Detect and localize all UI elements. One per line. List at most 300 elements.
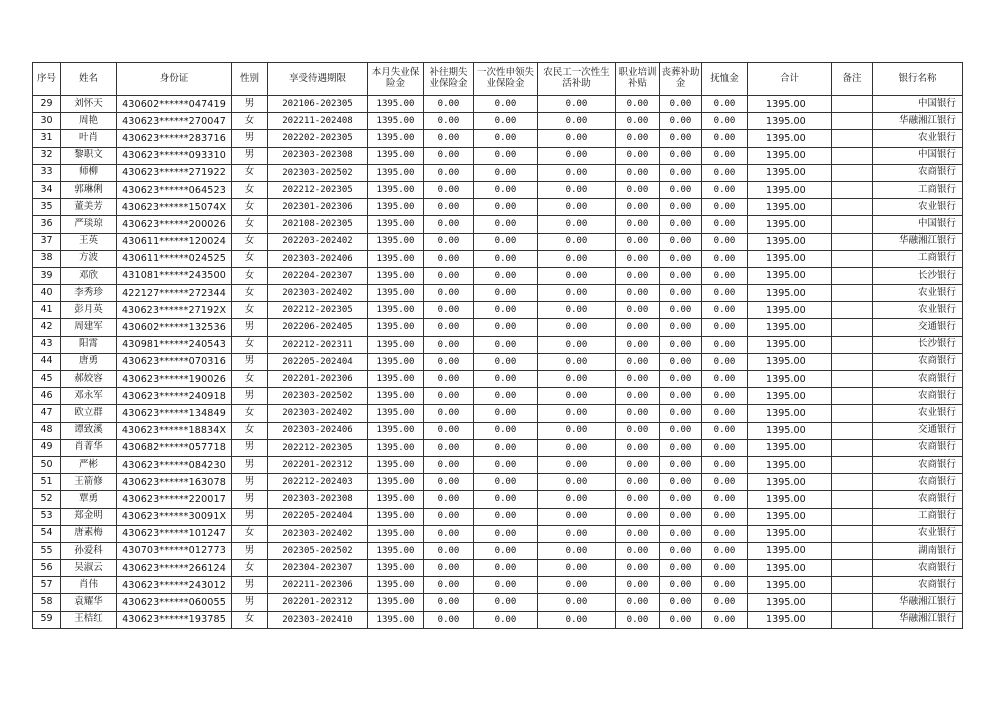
cell-funeral-aid: 0.00: [660, 422, 702, 439]
cell-sex: 男: [232, 491, 268, 508]
table-row: [33, 611, 963, 628]
cell-bank: 华融湘江银行: [873, 611, 963, 628]
cell-bank: 中国银行: [873, 96, 963, 113]
cell-note: [832, 560, 873, 577]
cell-name: 周建军: [61, 319, 117, 336]
cell-name: 叶肖: [61, 130, 117, 147]
cell-name: 严彬: [61, 456, 117, 473]
cell-training-subsidy: 0.00: [616, 422, 660, 439]
cell-period: 202303-202502: [268, 164, 368, 181]
table-row: [33, 336, 963, 353]
table-row: [33, 216, 963, 233]
cell-bank: 长沙银行: [873, 267, 963, 284]
cell-period: 202303-202502: [268, 388, 368, 405]
cell-no: 51: [33, 474, 61, 491]
cell-lump-ui: 0.00: [474, 491, 538, 508]
cell-lump-ui: 0.00: [474, 96, 538, 113]
header-pension: 抚恤金: [702, 63, 748, 96]
cell-migrant-aid: 0.00: [538, 525, 616, 542]
cell-bank: 农商银行: [873, 388, 963, 405]
cell-name: 严琰琼: [61, 216, 117, 233]
cell-sex: 男: [232, 439, 268, 456]
cell-pension: 0.00: [702, 577, 748, 594]
table-row: [33, 164, 963, 181]
cell-no: 41: [33, 302, 61, 319]
table-row: [33, 302, 963, 319]
cell-name: 刘怀天: [61, 96, 117, 113]
cell-bank: 交通银行: [873, 422, 963, 439]
cell-funeral-aid: 0.00: [660, 181, 702, 198]
cell-training-subsidy: 0.00: [616, 611, 660, 628]
cell-training-subsidy: 0.00: [616, 164, 660, 181]
cell-training-subsidy: 0.00: [616, 267, 660, 284]
cell-note: [832, 371, 873, 388]
cell-funeral-aid: 0.00: [660, 353, 702, 370]
cell-pension: 0.00: [702, 319, 748, 336]
cell-monthly-ui: 1395.00: [368, 267, 424, 284]
cell-migrant-aid: 0.00: [538, 233, 616, 250]
cell-name: 孙爱科: [61, 542, 117, 559]
cell-monthly-ui: 1395.00: [368, 439, 424, 456]
cell-note: [832, 233, 873, 250]
cell-training-subsidy: 0.00: [616, 302, 660, 319]
cell-total: 1395.00: [748, 371, 832, 388]
cell-no: 42: [33, 319, 61, 336]
cell-monthly-ui: 1395.00: [368, 474, 424, 491]
cell-note: [832, 319, 873, 336]
cell-back-ui: 0.00: [424, 542, 474, 559]
cell-sex: 男: [232, 388, 268, 405]
cell-migrant-aid: 0.00: [538, 474, 616, 491]
header-row: [33, 63, 963, 96]
cell-migrant-aid: 0.00: [538, 491, 616, 508]
cell-pension: 0.00: [702, 285, 748, 302]
cell-sex: 女: [232, 285, 268, 302]
cell-pension: 0.00: [702, 113, 748, 130]
cell-back-ui: 0.00: [424, 371, 474, 388]
cell-no: 56: [33, 560, 61, 577]
cell-lump-ui: 0.00: [474, 525, 538, 542]
cell-note: [832, 113, 873, 130]
cell-no: 58: [33, 594, 61, 611]
cell-period: 202202-202305: [268, 130, 368, 147]
cell-note: [832, 474, 873, 491]
cell-funeral-aid: 0.00: [660, 336, 702, 353]
cell-no: 43: [33, 336, 61, 353]
cell-back-ui: 0.00: [424, 319, 474, 336]
cell-id: 430602******132536: [117, 319, 232, 336]
table-row: [33, 96, 963, 113]
cell-sex: 女: [232, 560, 268, 577]
cell-total: 1395.00: [748, 164, 832, 181]
cell-monthly-ui: 1395.00: [368, 147, 424, 164]
cell-total: 1395.00: [748, 577, 832, 594]
cell-no: 30: [33, 113, 61, 130]
cell-name: 黎职文: [61, 147, 117, 164]
cell-no: 53: [33, 508, 61, 525]
cell-pension: 0.00: [702, 439, 748, 456]
cell-period: 202211-202408: [268, 113, 368, 130]
cell-pension: 0.00: [702, 302, 748, 319]
cell-no: 37: [33, 233, 61, 250]
cell-funeral-aid: 0.00: [660, 371, 702, 388]
cell-id: 431081******243500: [117, 267, 232, 284]
cell-period: 202304-202307: [268, 560, 368, 577]
cell-migrant-aid: 0.00: [538, 456, 616, 473]
cell-name: 邓欣: [61, 267, 117, 284]
cell-migrant-aid: 0.00: [538, 285, 616, 302]
cell-monthly-ui: 1395.00: [368, 181, 424, 198]
cell-total: 1395.00: [748, 474, 832, 491]
cell-no: 44: [33, 353, 61, 370]
cell-bank: 农业银行: [873, 130, 963, 147]
cell-total: 1395.00: [748, 147, 832, 164]
cell-no: 55: [33, 542, 61, 559]
cell-total: 1395.00: [748, 96, 832, 113]
cell-funeral-aid: 0.00: [660, 164, 702, 181]
cell-lump-ui: 0.00: [474, 285, 538, 302]
cell-training-subsidy: 0.00: [616, 405, 660, 422]
cell-total: 1395.00: [748, 508, 832, 525]
cell-lump-ui: 0.00: [474, 542, 538, 559]
cell-migrant-aid: 0.00: [538, 181, 616, 198]
cell-migrant-aid: 0.00: [538, 302, 616, 319]
cell-migrant-aid: 0.00: [538, 113, 616, 130]
cell-period: 202303-202402: [268, 285, 368, 302]
cell-total: 1395.00: [748, 181, 832, 198]
cell-funeral-aid: 0.00: [660, 130, 702, 147]
cell-pension: 0.00: [702, 474, 748, 491]
table-row: [33, 250, 963, 267]
cell-name: 覃勇: [61, 491, 117, 508]
cell-pension: 0.00: [702, 130, 748, 147]
cell-lump-ui: 0.00: [474, 371, 538, 388]
table-row: [33, 130, 963, 147]
table-row: [33, 525, 963, 542]
cell-pension: 0.00: [702, 164, 748, 181]
cell-monthly-ui: 1395.00: [368, 388, 424, 405]
cell-no: 33: [33, 164, 61, 181]
cell-period: 202301-202306: [268, 199, 368, 216]
table-body: [33, 96, 963, 629]
cell-note: [832, 250, 873, 267]
cell-sex: 男: [232, 577, 268, 594]
cell-sex: 女: [232, 164, 268, 181]
cell-lump-ui: 0.00: [474, 302, 538, 319]
cell-training-subsidy: 0.00: [616, 199, 660, 216]
cell-migrant-aid: 0.00: [538, 199, 616, 216]
cell-sex: 女: [232, 113, 268, 130]
cell-id: 430602******047419: [117, 96, 232, 113]
cell-funeral-aid: 0.00: [660, 491, 702, 508]
cell-note: [832, 302, 873, 319]
cell-id: 430623******190026: [117, 371, 232, 388]
cell-note: [832, 164, 873, 181]
cell-back-ui: 0.00: [424, 508, 474, 525]
cell-sex: 男: [232, 456, 268, 473]
cell-migrant-aid: 0.00: [538, 147, 616, 164]
cell-funeral-aid: 0.00: [660, 542, 702, 559]
cell-funeral-aid: 0.00: [660, 113, 702, 130]
cell-lump-ui: 0.00: [474, 216, 538, 233]
cell-lump-ui: 0.00: [474, 405, 538, 422]
cell-name: 董美芳: [61, 199, 117, 216]
cell-note: [832, 147, 873, 164]
cell-training-subsidy: 0.00: [616, 508, 660, 525]
cell-migrant-aid: 0.00: [538, 422, 616, 439]
cell-note: [832, 611, 873, 628]
cell-monthly-ui: 1395.00: [368, 164, 424, 181]
cell-migrant-aid: 0.00: [538, 560, 616, 577]
cell-funeral-aid: 0.00: [660, 456, 702, 473]
cell-back-ui: 0.00: [424, 422, 474, 439]
table-row: [33, 388, 963, 405]
cell-monthly-ui: 1395.00: [368, 611, 424, 628]
cell-funeral-aid: 0.00: [660, 560, 702, 577]
cell-note: [832, 456, 873, 473]
cell-funeral-aid: 0.00: [660, 577, 702, 594]
cell-back-ui: 0.00: [424, 405, 474, 422]
cell-no: 32: [33, 147, 61, 164]
cell-lump-ui: 0.00: [474, 267, 538, 284]
cell-training-subsidy: 0.00: [616, 250, 660, 267]
cell-total: 1395.00: [748, 113, 832, 130]
cell-sex: 男: [232, 542, 268, 559]
cell-migrant-aid: 0.00: [538, 96, 616, 113]
cell-funeral-aid: 0.00: [660, 405, 702, 422]
cell-pension: 0.00: [702, 388, 748, 405]
header-sex: 性别: [232, 63, 268, 96]
cell-sex: 女: [232, 267, 268, 284]
cell-name: 周艳: [61, 113, 117, 130]
table-row: [33, 147, 963, 164]
cell-note: [832, 594, 873, 611]
header-migrant-aid: 农民工一次性生活补助: [538, 63, 616, 96]
cell-training-subsidy: 0.00: [616, 285, 660, 302]
cell-training-subsidy: 0.00: [616, 233, 660, 250]
cell-migrant-aid: 0.00: [538, 353, 616, 370]
cell-name: 欧立群: [61, 405, 117, 422]
header-lump-ui: 一次性申领失业保险金: [474, 63, 538, 96]
cell-pension: 0.00: [702, 456, 748, 473]
cell-name: 郝姣容: [61, 371, 117, 388]
cell-back-ui: 0.00: [424, 302, 474, 319]
cell-lump-ui: 0.00: [474, 233, 538, 250]
cell-no: 59: [33, 611, 61, 628]
cell-note: [832, 181, 873, 198]
cell-note: [832, 577, 873, 594]
cell-bank: 农商银行: [873, 439, 963, 456]
cell-monthly-ui: 1395.00: [368, 371, 424, 388]
benefit-table: [32, 62, 963, 629]
cell-training-subsidy: 0.00: [616, 181, 660, 198]
table-row: [33, 285, 963, 302]
cell-sex: 男: [232, 508, 268, 525]
cell-total: 1395.00: [748, 439, 832, 456]
table-row: [33, 405, 963, 422]
cell-note: [832, 216, 873, 233]
cell-monthly-ui: 1395.00: [368, 113, 424, 130]
cell-id: 430623******240918: [117, 388, 232, 405]
cell-funeral-aid: 0.00: [660, 233, 702, 250]
cell-monthly-ui: 1395.00: [368, 199, 424, 216]
cell-pension: 0.00: [702, 371, 748, 388]
cell-lump-ui: 0.00: [474, 250, 538, 267]
cell-funeral-aid: 0.00: [660, 388, 702, 405]
cell-no: 36: [33, 216, 61, 233]
cell-monthly-ui: 1395.00: [368, 560, 424, 577]
cell-migrant-aid: 0.00: [538, 250, 616, 267]
cell-name: 谭致溪: [61, 422, 117, 439]
cell-period: 202303-202402: [268, 525, 368, 542]
header-total: 合计: [748, 63, 832, 96]
cell-monthly-ui: 1395.00: [368, 577, 424, 594]
cell-pension: 0.00: [702, 353, 748, 370]
cell-funeral-aid: 0.00: [660, 199, 702, 216]
cell-note: [832, 336, 873, 353]
cell-back-ui: 0.00: [424, 560, 474, 577]
cell-funeral-aid: 0.00: [660, 250, 702, 267]
cell-funeral-aid: 0.00: [660, 96, 702, 113]
cell-back-ui: 0.00: [424, 199, 474, 216]
cell-bank: 农业银行: [873, 405, 963, 422]
cell-id: 430623******193785: [117, 611, 232, 628]
cell-lump-ui: 0.00: [474, 474, 538, 491]
cell-bank: 农业银行: [873, 199, 963, 216]
cell-period: 202212-202311: [268, 336, 368, 353]
cell-bank: 农业银行: [873, 285, 963, 302]
cell-name: 方波: [61, 250, 117, 267]
cell-back-ui: 0.00: [424, 474, 474, 491]
cell-funeral-aid: 0.00: [660, 267, 702, 284]
cell-pension: 0.00: [702, 611, 748, 628]
cell-bank: 农商银行: [873, 164, 963, 181]
cell-period: 202303-202410: [268, 611, 368, 628]
cell-back-ui: 0.00: [424, 353, 474, 370]
cell-monthly-ui: 1395.00: [368, 233, 424, 250]
cell-period: 202212-202305: [268, 439, 368, 456]
cell-back-ui: 0.00: [424, 388, 474, 405]
cell-monthly-ui: 1395.00: [368, 353, 424, 370]
cell-period: 202303-202406: [268, 422, 368, 439]
cell-monthly-ui: 1395.00: [368, 508, 424, 525]
cell-training-subsidy: 0.00: [616, 474, 660, 491]
cell-period: 202201-202312: [268, 456, 368, 473]
cell-bank: 中国银行: [873, 147, 963, 164]
cell-total: 1395.00: [748, 525, 832, 542]
cell-id: 430623******064523: [117, 181, 232, 198]
cell-bank: 湖南银行: [873, 542, 963, 559]
cell-total: 1395.00: [748, 216, 832, 233]
cell-bank: 农商银行: [873, 474, 963, 491]
cell-no: 48: [33, 422, 61, 439]
cell-migrant-aid: 0.00: [538, 542, 616, 559]
cell-pension: 0.00: [702, 491, 748, 508]
cell-monthly-ui: 1395.00: [368, 250, 424, 267]
cell-name: 肖菁华: [61, 439, 117, 456]
cell-pension: 0.00: [702, 147, 748, 164]
cell-period: 202303-202406: [268, 250, 368, 267]
cell-back-ui: 0.00: [424, 336, 474, 353]
cell-id: 430611******120024: [117, 233, 232, 250]
cell-bank: 工商银行: [873, 250, 963, 267]
cell-monthly-ui: 1395.00: [368, 216, 424, 233]
cell-note: [832, 353, 873, 370]
cell-period: 202201-202306: [268, 371, 368, 388]
cell-migrant-aid: 0.00: [538, 439, 616, 456]
cell-bank: 农商银行: [873, 456, 963, 473]
cell-bank: 交通银行: [873, 319, 963, 336]
cell-note: [832, 285, 873, 302]
cell-period: 202108-202305: [268, 216, 368, 233]
cell-funeral-aid: 0.00: [660, 611, 702, 628]
cell-note: [832, 130, 873, 147]
cell-training-subsidy: 0.00: [616, 96, 660, 113]
cell-bank: 农商银行: [873, 371, 963, 388]
cell-training-subsidy: 0.00: [616, 353, 660, 370]
table-row: [33, 233, 963, 250]
cell-monthly-ui: 1395.00: [368, 594, 424, 611]
cell-lump-ui: 0.00: [474, 164, 538, 181]
cell-note: [832, 422, 873, 439]
table-row: [33, 456, 963, 473]
table-row: [33, 542, 963, 559]
cell-name: 彭月英: [61, 302, 117, 319]
cell-total: 1395.00: [748, 456, 832, 473]
cell-pension: 0.00: [702, 181, 748, 198]
cell-migrant-aid: 0.00: [538, 611, 616, 628]
cell-period: 202212-202305: [268, 302, 368, 319]
cell-pension: 0.00: [702, 405, 748, 422]
cell-pension: 0.00: [702, 525, 748, 542]
table-row: [33, 181, 963, 198]
cell-total: 1395.00: [748, 130, 832, 147]
cell-period: 202201-202312: [268, 594, 368, 611]
cell-migrant-aid: 0.00: [538, 267, 616, 284]
cell-monthly-ui: 1395.00: [368, 542, 424, 559]
cell-migrant-aid: 0.00: [538, 577, 616, 594]
cell-bank: 工商银行: [873, 181, 963, 198]
cell-training-subsidy: 0.00: [616, 439, 660, 456]
cell-migrant-aid: 0.00: [538, 388, 616, 405]
cell-lump-ui: 0.00: [474, 353, 538, 370]
table-row: [33, 267, 963, 284]
cell-back-ui: 0.00: [424, 233, 474, 250]
cell-sex: 男: [232, 130, 268, 147]
cell-training-subsidy: 0.00: [616, 336, 660, 353]
cell-total: 1395.00: [748, 319, 832, 336]
cell-pension: 0.00: [702, 216, 748, 233]
cell-total: 1395.00: [748, 336, 832, 353]
cell-back-ui: 0.00: [424, 525, 474, 542]
cell-training-subsidy: 0.00: [616, 130, 660, 147]
cell-lump-ui: 0.00: [474, 147, 538, 164]
cell-pension: 0.00: [702, 336, 748, 353]
cell-monthly-ui: 1395.00: [368, 336, 424, 353]
cell-pension: 0.00: [702, 560, 748, 577]
cell-no: 39: [33, 267, 61, 284]
cell-bank: 农商银行: [873, 577, 963, 594]
cell-training-subsidy: 0.00: [616, 371, 660, 388]
cell-pension: 0.00: [702, 267, 748, 284]
cell-no: 45: [33, 371, 61, 388]
cell-period: 202211-202306: [268, 577, 368, 594]
header-monthly-ui: 本月失业保险金: [368, 63, 424, 96]
cell-no: 47: [33, 405, 61, 422]
cell-funeral-aid: 0.00: [660, 285, 702, 302]
cell-training-subsidy: 0.00: [616, 113, 660, 130]
cell-no: 46: [33, 388, 61, 405]
